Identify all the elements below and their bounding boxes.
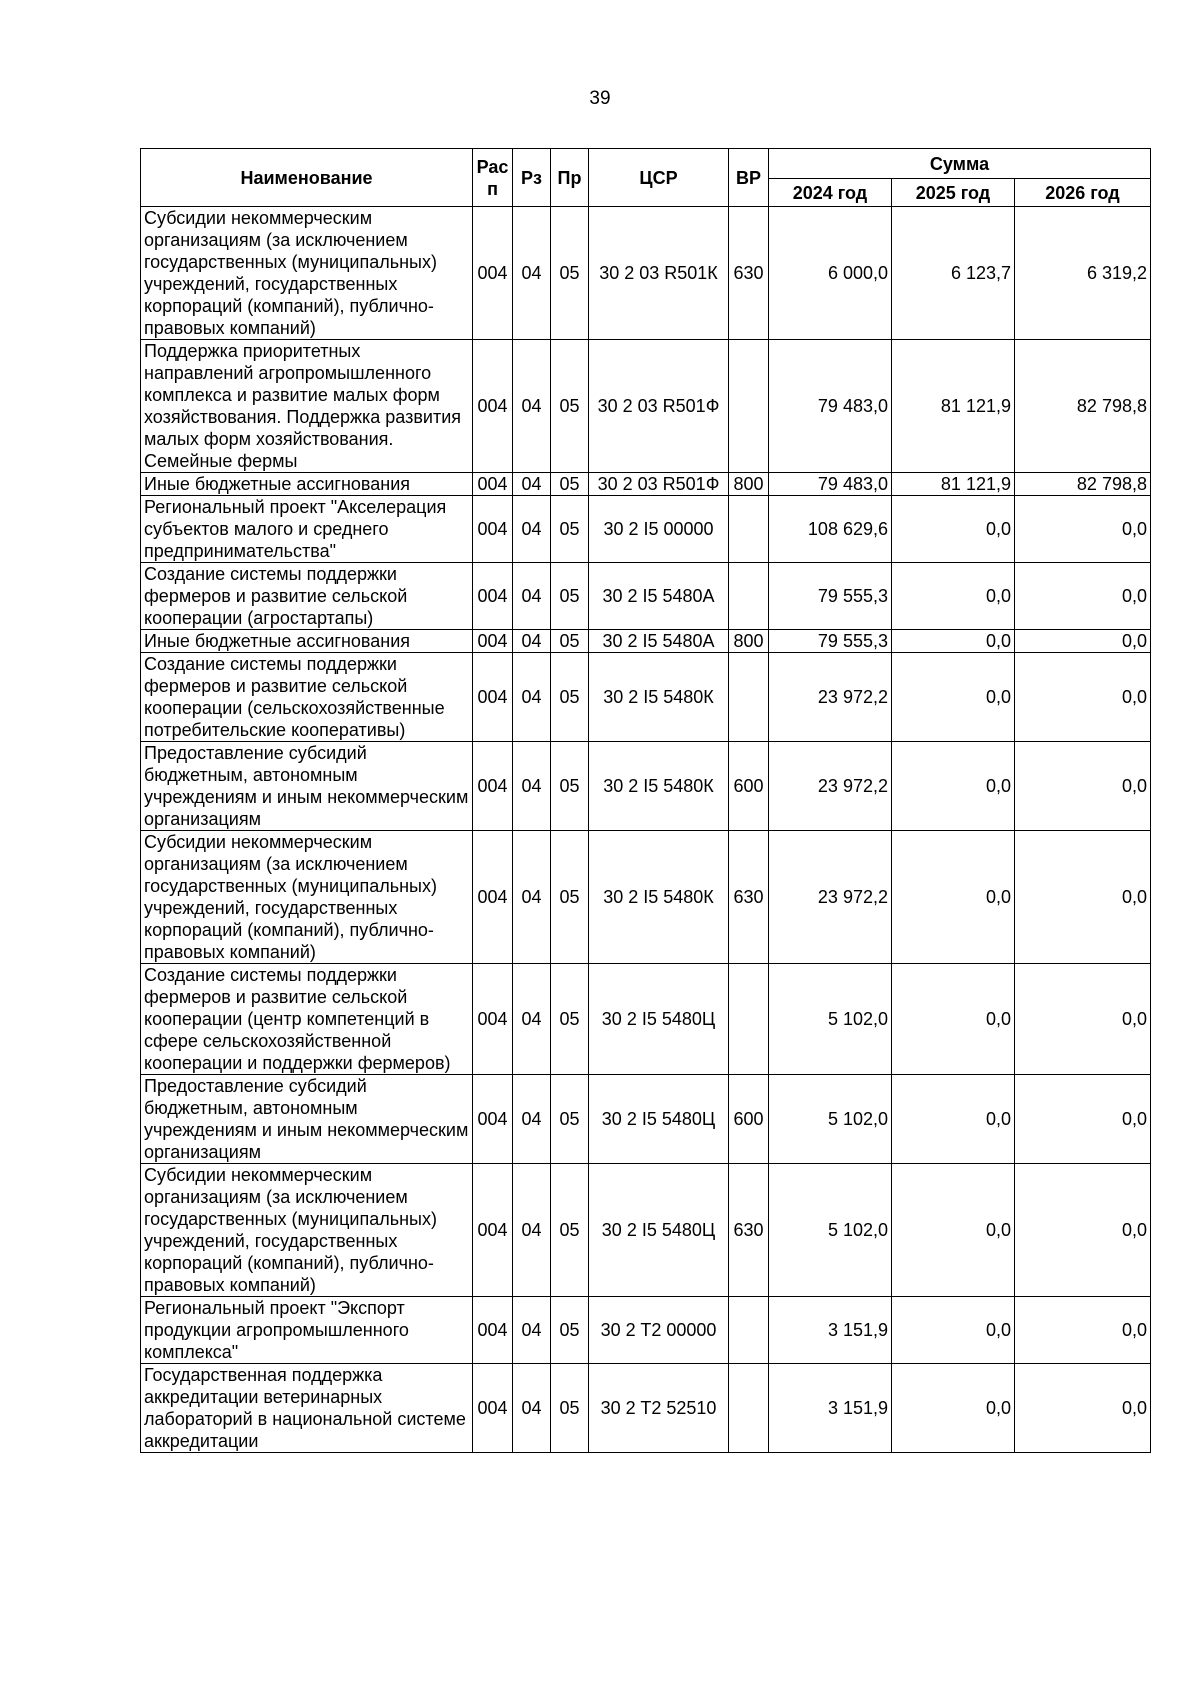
row-name: Субсидии некоммерческим организациям (за исключением государственных (муниципальных) учреждений, государственных корпораций (компаний), публично-правовых компаний) [141, 1164, 473, 1297]
row-csr: 30 2 I5 00000 [589, 496, 729, 563]
row-2025: 0,0 [892, 1364, 1015, 1453]
table-row [141, 1164, 1151, 1297]
row-2024: 6 000,0 [769, 207, 892, 340]
row-pr: 05 [551, 1364, 589, 1453]
row-name: Предоставление субсидий бюджетным, автономным учреждениям и иным некоммерческим организациям [141, 742, 473, 831]
row-rz: 04 [513, 1164, 551, 1297]
table-row [141, 563, 1151, 630]
row-2025: 0,0 [892, 1164, 1015, 1297]
row-rz: 04 [513, 207, 551, 340]
header-vr: ВР [729, 149, 769, 207]
row-vr: 600 [729, 742, 769, 831]
row-csr: 30 2 I5 5480К [589, 653, 729, 742]
row-2026: 6 319,2 [1015, 207, 1151, 340]
row-name: Региональный проект "Акселерация субъектов малого и среднего предпринимательства" [141, 496, 473, 563]
row-csr: 30 2 T2 00000 [589, 1297, 729, 1364]
row-2025: 0,0 [892, 1297, 1015, 1364]
row-csr: 30 2 I5 5480А [589, 630, 729, 653]
table-row [141, 742, 1151, 831]
row-name: Создание системы поддержки фермеров и развитие сельской кооперации (сельскохозяйственные потребительские кооперативы) [141, 653, 473, 742]
row-csr: 30 2 T2 52510 [589, 1364, 729, 1453]
row-2024: 79 555,3 [769, 563, 892, 630]
table-row [141, 1364, 1151, 1453]
row-csr: 30 2 03 R501Ф [589, 340, 729, 473]
row-2026: 0,0 [1015, 563, 1151, 630]
row-rz: 04 [513, 964, 551, 1075]
table-row [141, 630, 1151, 653]
row-pr: 05 [551, 496, 589, 563]
row-vr: 600 [729, 1075, 769, 1164]
row-2025: 0,0 [892, 964, 1015, 1075]
row-2024: 3 151,9 [769, 1297, 892, 1364]
row-2024: 5 102,0 [769, 1164, 892, 1297]
table-row [141, 1297, 1151, 1364]
row-2026: 0,0 [1015, 1297, 1151, 1364]
row-rz: 04 [513, 473, 551, 496]
row-rz: 04 [513, 653, 551, 742]
row-csr: 30 2 I5 5480Ц [589, 964, 729, 1075]
row-rasp: 004 [473, 340, 513, 473]
header-csr: ЦСР [589, 149, 729, 207]
row-2026: 0,0 [1015, 1364, 1151, 1453]
row-2024: 108 629,6 [769, 496, 892, 563]
row-vr [729, 653, 769, 742]
row-pr: 05 [551, 964, 589, 1075]
header-summa: Сумма [769, 149, 1151, 179]
header-rasp: Рас п [473, 149, 513, 207]
row-2026: 0,0 [1015, 630, 1151, 653]
row-2026: 0,0 [1015, 831, 1151, 964]
header-rz: Рз [513, 149, 551, 207]
row-pr: 05 [551, 831, 589, 964]
table-row [141, 496, 1151, 563]
row-vr [729, 964, 769, 1075]
row-pr: 05 [551, 340, 589, 473]
row-name: Создание системы поддержки фермеров и развитие сельской кооперации (агростартапы) [141, 563, 473, 630]
row-rz: 04 [513, 1297, 551, 1364]
row-2024: 3 151,9 [769, 1364, 892, 1453]
page-number: 39 [589, 88, 611, 109]
row-name: Создание системы поддержки фермеров и развитие сельской кооперации (центр компетенций в сфере сельскохозяйственной кооперации и поддержки фермеров) [141, 964, 473, 1075]
row-rz: 04 [513, 831, 551, 964]
row-2025: 81 121,9 [892, 473, 1015, 496]
row-vr [729, 1297, 769, 1364]
row-pr: 05 [551, 563, 589, 630]
row-vr: 630 [729, 1164, 769, 1297]
row-csr: 30 2 I5 5480Ц [589, 1164, 729, 1297]
row-2025: 0,0 [892, 1075, 1015, 1164]
table-row [141, 964, 1151, 1075]
row-vr [729, 496, 769, 563]
row-pr: 05 [551, 473, 589, 496]
row-2024: 79 483,0 [769, 340, 892, 473]
row-2026: 0,0 [1015, 742, 1151, 831]
row-pr: 05 [551, 207, 589, 340]
row-rz: 04 [513, 1075, 551, 1164]
row-2024: 23 972,2 [769, 831, 892, 964]
row-rz: 04 [513, 563, 551, 630]
row-pr: 05 [551, 1075, 589, 1164]
row-2024: 79 555,3 [769, 630, 892, 653]
row-2025: 0,0 [892, 496, 1015, 563]
row-rasp: 004 [473, 1364, 513, 1453]
row-2025: 0,0 [892, 563, 1015, 630]
row-2026: 0,0 [1015, 964, 1151, 1075]
row-rasp: 004 [473, 207, 513, 340]
header-year-2024: 2024 год [769, 179, 892, 207]
row-rasp: 004 [473, 742, 513, 831]
row-name: Поддержка приоритетных направлений агропромышленного комплекса и развитие малых форм хозяйствования. Поддержка развития малых форм хозяйствования. Семейные фермы [141, 340, 473, 473]
row-rasp: 004 [473, 630, 513, 653]
row-rz: 04 [513, 496, 551, 563]
row-vr: 630 [729, 831, 769, 964]
row-rasp: 004 [473, 1075, 513, 1164]
row-csr: 30 2 I5 5480К [589, 831, 729, 964]
row-name: Субсидии некоммерческим организациям (за исключением государственных (муниципальных) учреждений, государственных корпораций (компаний), публично-правовых компаний) [141, 831, 473, 964]
row-2025: 0,0 [892, 742, 1015, 831]
row-csr: 30 2 I5 5480К [589, 742, 729, 831]
row-vr [729, 563, 769, 630]
table-row [141, 340, 1151, 473]
row-2025: 0,0 [892, 630, 1015, 653]
row-rasp: 004 [473, 964, 513, 1075]
header-year-2026: 2026 год [1015, 179, 1151, 207]
header-year-2025: 2025 год [892, 179, 1015, 207]
row-2025: 81 121,9 [892, 340, 1015, 473]
table-row [141, 473, 1151, 496]
row-2026: 0,0 [1015, 1164, 1151, 1297]
row-rasp: 004 [473, 563, 513, 630]
row-name: Иные бюджетные ассигнования [141, 473, 473, 496]
row-2025: 0,0 [892, 831, 1015, 964]
row-2026: 82 798,8 [1015, 473, 1151, 496]
row-2026: 0,0 [1015, 1075, 1151, 1164]
budget-table [140, 148, 1151, 1453]
row-name: Региональный проект "Экспорт продукции агропромышленного комплекса" [141, 1297, 473, 1364]
row-pr: 05 [551, 1164, 589, 1297]
row-rasp: 004 [473, 1164, 513, 1297]
table-row [141, 1075, 1151, 1164]
row-name: Иные бюджетные ассигнования [141, 630, 473, 653]
row-rasp: 004 [473, 473, 513, 496]
row-rz: 04 [513, 340, 551, 473]
row-2024: 23 972,2 [769, 742, 892, 831]
row-rz: 04 [513, 630, 551, 653]
row-rz: 04 [513, 742, 551, 831]
table-row [141, 831, 1151, 964]
row-2024: 5 102,0 [769, 964, 892, 1075]
row-pr: 05 [551, 742, 589, 831]
row-rasp: 004 [473, 831, 513, 964]
table-row [141, 207, 1151, 340]
row-2025: 6 123,7 [892, 207, 1015, 340]
row-2026: 0,0 [1015, 496, 1151, 563]
row-name: Государственная поддержка аккредитации ветеринарных лабораторий в национальной системе аккредитации [141, 1364, 473, 1453]
row-csr: 30 2 03 R501К [589, 207, 729, 340]
header-name: Наименование [141, 149, 473, 207]
row-2026: 0,0 [1015, 653, 1151, 742]
table-row [141, 653, 1151, 742]
row-pr: 05 [551, 1297, 589, 1364]
row-vr: 800 [729, 630, 769, 653]
row-vr: 800 [729, 473, 769, 496]
row-2025: 0,0 [892, 653, 1015, 742]
row-csr: 30 2 I5 5480Ц [589, 1075, 729, 1164]
row-pr: 05 [551, 653, 589, 742]
row-vr [729, 1364, 769, 1453]
row-csr: 30 2 03 R501Ф [589, 473, 729, 496]
row-2024: 79 483,0 [769, 473, 892, 496]
row-2024: 5 102,0 [769, 1075, 892, 1164]
row-rasp: 004 [473, 653, 513, 742]
row-vr: 630 [729, 207, 769, 340]
row-vr [729, 340, 769, 473]
row-name: Предоставление субсидий бюджетным, автономным учреждениям и иным некоммерческим организациям [141, 1075, 473, 1164]
row-pr: 05 [551, 630, 589, 653]
row-rasp: 004 [473, 1297, 513, 1364]
row-rz: 04 [513, 1364, 551, 1453]
row-name: Субсидии некоммерческим организациям (за исключением государственных (муниципальных) учреждений, государственных корпораций (компаний), публично-правовых компаний) [141, 207, 473, 340]
header-pr: Пр [551, 149, 589, 207]
row-2026: 82 798,8 [1015, 340, 1151, 473]
row-csr: 30 2 I5 5480А [589, 563, 729, 630]
row-rasp: 004 [473, 496, 513, 563]
row-2024: 23 972,2 [769, 653, 892, 742]
